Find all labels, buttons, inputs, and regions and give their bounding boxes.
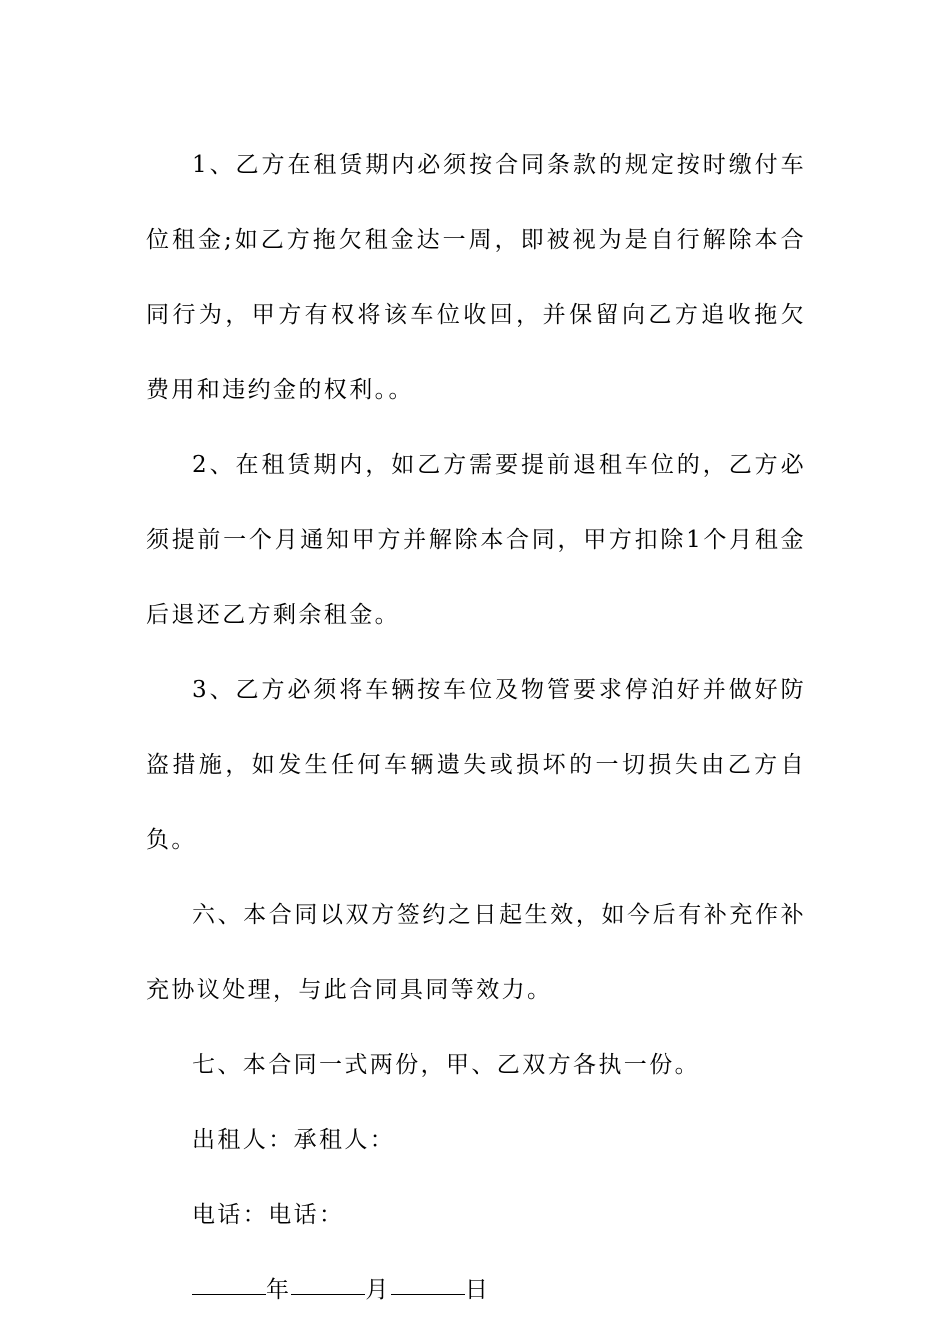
month-label: 月 bbox=[365, 1277, 391, 1303]
month-blank bbox=[291, 1274, 365, 1295]
day-blank bbox=[391, 1274, 465, 1295]
section-7-paragraph: 七、本合同一式两份，甲、乙双方各执一份。 bbox=[192, 1052, 700, 1078]
clause-1-paragraph: 1、乙方在租赁期内必须按合同条款的规定按时缴付车位租金;如乙方拖欠租金达一周，即被视为是自行解除本合同行为，甲方有权将该车位收回，并保留向乙方追收拖欠费用和违约金的权利。。 bbox=[146, 152, 806, 403]
parties-signature-line: 出租人：承租人： bbox=[192, 1127, 396, 1153]
day-label: 日 bbox=[464, 1277, 491, 1303]
year-blank bbox=[192, 1274, 266, 1295]
clause-2-paragraph: 2、在租赁期内，如乙方需要提前退租车位的，乙方必须提前一个月通知甲方并解除本合同，甲方扣除1个月租金后退还乙方剩余租金。 bbox=[146, 452, 806, 628]
section-6-paragraph: 六、本合同以双方签约之日起生效，如今后有补充作补充协议处理，与此合同具同等效力。 bbox=[146, 902, 806, 1003]
clause-3-paragraph: 3、乙方必须将车辆按车位及物管要求停泊好并做好防盗措施，如发生任何车辆遗失或损坏的一切损失由乙方自负。 bbox=[146, 677, 806, 853]
contract-body bbox=[146, 128, 806, 1328]
phones-line: 电话：电话： bbox=[192, 1202, 345, 1228]
date-line bbox=[146, 1253, 806, 1328]
year-label: 年 bbox=[266, 1277, 292, 1303]
